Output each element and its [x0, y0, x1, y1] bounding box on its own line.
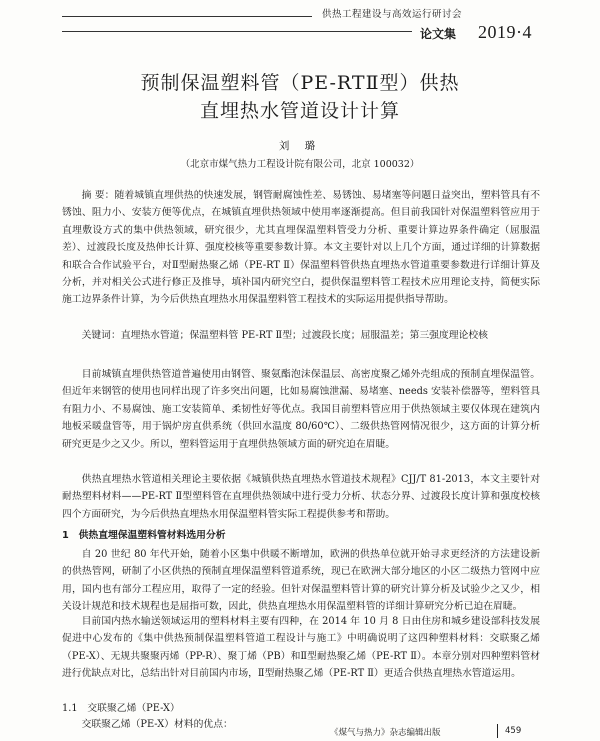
body-paragraph-1: 目前城镇直埋供热管道普遍使用由钢管、聚氨酯泡沫保温层、高密度聚乙烯外壳组成的预制直埋保温管。但近年来钢管的使用也同样出现了许多突出问题，比如易腐蚀泄漏、易堵塞、needs 安装补偿器等，塑料管具有阻力小、不易腐蚀、施工安装简单、柔韧性好等优点。我国目前塑料管应用于供热领域主要仅体现在建筑内地板采暖盘管等，用于锅炉房直供系统（供回水温度 80/60℃）、二级供热管网情况很少，这方面的计算分析研究更是少之又少。所以，塑料管运用于直埋供热领域方面的研究迫在眉睫。 — [62, 369, 540, 450]
header-conference: 供热工程建设与高效运行研讨会 — [322, 9, 463, 20]
paper-title-line-2: 直埋热水管道设计计算 — [199, 100, 400, 122]
subsection-heading-1-1: 1.1 交联聚乙烯（PE-X） — [62, 703, 180, 714]
keywords — [62, 327, 540, 344]
abstract — [62, 187, 540, 309]
header-second-rule — [62, 31, 412, 32]
header-year: 2019·4 — [478, 22, 532, 42]
footer-divider — [497, 724, 498, 738]
body-paragraph-3: 自 20 世纪 80 年代开始，随着小区集中供暖不断增加，欧洲的供热单位就开始寻求更经济的方法建设新的供热管网，研制了小区供热的预制直埋保温塑料管道系统，现已在欧洲大部分地区的小区二级热力管网中应用，国内也有部分工程应用，取得了一定的经验。但针对保温塑料管计算的研究计算分析及试验少之又少，相关设计规范和技术规程也是屈指可数，因此，供热直埋热水用保温塑料管的详细计算研究分析已迫在眉睫。 — [62, 549, 540, 613]
abstract-label: 摘 要： — [81, 190, 115, 201]
body-paragraph-5: 交联聚乙烯（PE-X）材料的优点： — [81, 719, 233, 730]
section-heading-1: 1 供热直埋保温塑料管材料选用分析 — [62, 530, 226, 541]
body-paragraph-4: 目前国内热水输送领域运用的塑料材料主要有四种，在 2014 年 10 月 8 日由住房和城乡建设部科技发展促进中心发布的《集中供热预制保温塑料管道工程设计与施工》中明确说明了这四种塑料材料：交联聚乙烯（PE-X）、无规共聚聚丙烯（PP-R）、聚丁烯（PB）和Ⅱ型耐热聚乙烯（PE-RT Ⅱ）。本章分别对四种塑料管材进行优缺点对比，总结出针对目前国内市场，Ⅱ型耐热聚乙烯（PE-RT Ⅱ）更适合供热直埋热水管道运用。 — [62, 616, 540, 680]
affiliation: （北京市煤气热力工程设计院有限公司，北京 100032） — [180, 159, 420, 170]
header-top-rule — [62, 16, 312, 17]
page-number: 459 — [505, 726, 522, 736]
abstract-text: 随着城镇直埋供热的快速发展，钢管耐腐蚀性差、易锈蚀、易堵塞等问题日益突出，塑料管具有不锈蚀、阻力小、安装方便等优点，在城镇直埋供热领域中使用率逐渐提高。但目前我国针对保温塑料管应用于直埋敷设方式的集中供热领域，研究很少，尤其直埋保温塑料管受力分析、重要计算边界条件确定（屈服温差）、过渡段长度及热伸长计算、强度校核等重要参数计算。本文主要针对以上几个方面，通过详细的计算数据和联合合作试验平台，对Ⅱ型耐热聚乙烯（PE-RT Ⅱ）保温塑料管供热直埋热水管道重要参数进行详细计算及分析，并对相关公式进行修正及推导，填补国内研究空白，提供保温塑料管工程技术应用理论支持，简便实际施工边界条件计算，为今后供热直埋热水用保温塑料管工程技术的实际运用提供指导帮助。 — [62, 190, 541, 306]
author: 刘 璐 — [278, 140, 322, 152]
paper-title-line-1: 预制保温塑料管（PE-RTⅡ型）供热 — [140, 72, 460, 94]
keywords-label: 关键词： — [81, 330, 121, 341]
header-section: 论文集 — [420, 27, 457, 41]
footer-journal: 《煤气与热力》杂志编辑出版 — [330, 728, 441, 738]
keywords-text: 直埋热水管道；保温塑料管 PE-RT Ⅱ型；过渡段长度；屈服温差；第三强度理论校核 — [120, 330, 488, 341]
body-paragraph-2: 供热直埋热水管道相关理论主要依据《城镇供热直埋热水管道技术规程》CJJ/T 81-2013，本文主要针对耐热塑料材料——PE-RT Ⅱ型塑料管在直埋供热领域中进行受力分析、状态分界、过渡段长度计算和强度校核四个方面研究，为今后供热直埋热水用保温塑料管实际工程提供参考和帮助。 — [62, 474, 540, 520]
